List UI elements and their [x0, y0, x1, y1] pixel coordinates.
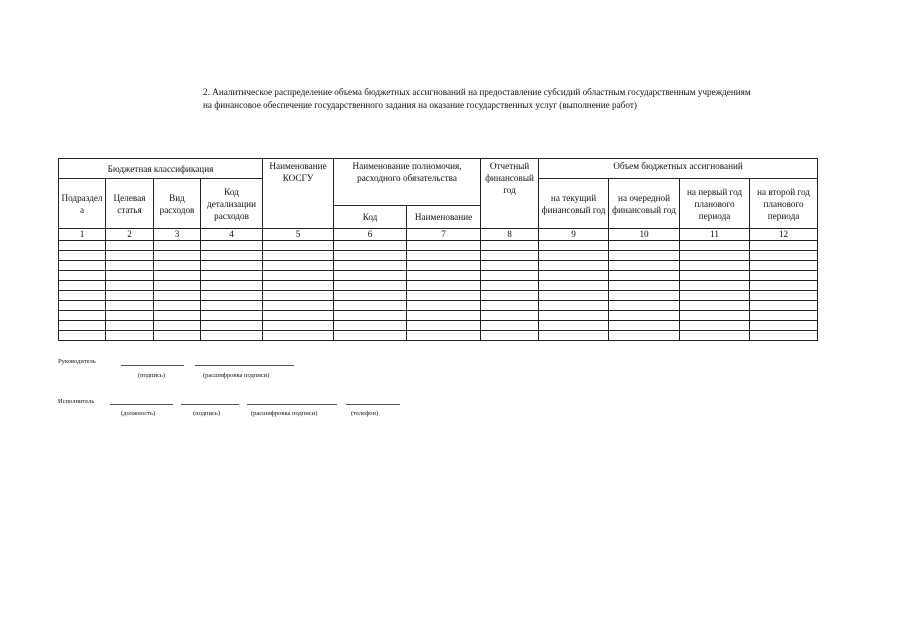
table-cell: [334, 251, 407, 261]
table-cell: [263, 281, 334, 291]
table-cell: [263, 331, 334, 341]
table-row: [59, 281, 818, 291]
table-row: [59, 311, 818, 321]
column-number: 7: [407, 229, 481, 241]
column-number: 2: [106, 229, 154, 241]
table-cell: [201, 271, 263, 281]
table-cell: [59, 241, 106, 251]
section-heading: [203, 86, 843, 112]
header-expense-type: Вид расходов: [154, 179, 201, 229]
table-cell: [481, 291, 539, 301]
head-sign-caption: (подпись): [138, 372, 165, 379]
table-cell: [59, 331, 106, 341]
table-cell: [106, 271, 154, 281]
table-cell: [201, 281, 263, 291]
table-row: [59, 321, 818, 331]
table-cell: [609, 311, 680, 321]
table-cell: [481, 311, 539, 321]
table-cell: [154, 241, 201, 251]
table-cell: [539, 281, 609, 291]
column-number: 6: [334, 229, 407, 241]
table-cell: [750, 281, 818, 291]
table-cell: [609, 241, 680, 251]
table-cell: [750, 251, 818, 261]
head-label: Руководитель: [58, 358, 96, 365]
table-cell: [263, 251, 334, 261]
table-cell: [481, 261, 539, 271]
table-cell: [407, 321, 481, 331]
table-cell: [59, 251, 106, 261]
table-row: [59, 251, 818, 261]
table-cell: [263, 261, 334, 271]
table-cell: [407, 311, 481, 321]
table-cell: [334, 281, 407, 291]
column-number: 11: [680, 229, 750, 241]
head-decode-caption: (расшифровка подписи): [203, 372, 270, 379]
table-cell: [609, 331, 680, 341]
table-cell: [539, 301, 609, 311]
table-cell: [680, 281, 750, 291]
header-name: Наименование: [407, 206, 481, 229]
table-cell: [334, 331, 407, 341]
table-cell: [154, 301, 201, 311]
table-cell: [334, 261, 407, 271]
table-cell: [59, 291, 106, 301]
table-cell: [539, 271, 609, 281]
header-current-year: на текущий финансовый год: [539, 179, 609, 229]
column-number-row: [59, 229, 818, 241]
table-cell: [609, 271, 680, 281]
table-cell: [407, 291, 481, 301]
header-report-year: Отчетный финансовый год: [481, 159, 539, 229]
table-cell: [154, 331, 201, 341]
table-cell: [680, 311, 750, 321]
table-cell: [263, 271, 334, 281]
table-cell: [481, 321, 539, 331]
table-row: [59, 241, 818, 251]
column-number: 5: [263, 229, 334, 241]
header-subsection: Подраздел а: [59, 179, 106, 229]
table-cell: [680, 331, 750, 341]
table-cell: [750, 321, 818, 331]
table-cell: [59, 271, 106, 281]
header-first-plan-year: на первый год планового периода: [680, 179, 750, 229]
table-cell: [609, 291, 680, 301]
table-cell: [106, 311, 154, 321]
table-cell: [407, 261, 481, 271]
header-authority: Наименование полномочия, расходного обязательства: [334, 159, 481, 206]
table-cell: [539, 251, 609, 261]
table-cell: [750, 311, 818, 321]
column-number: 9: [539, 229, 609, 241]
table-cell: [154, 281, 201, 291]
table-cell: [680, 291, 750, 301]
table-cell: [154, 291, 201, 301]
header-target-item: Целевая статья: [106, 179, 154, 229]
executor-label: Исполнитель: [58, 398, 95, 405]
table-cell: [407, 281, 481, 291]
table-cell: [750, 301, 818, 311]
column-number: 10: [609, 229, 680, 241]
table-cell: [407, 271, 481, 281]
table-cell: [59, 301, 106, 311]
table-cell: [481, 281, 539, 291]
executor-sign-caption: (подпись): [193, 410, 220, 417]
table-cell: [154, 251, 201, 261]
table-cell: [334, 271, 407, 281]
table-cell: [609, 261, 680, 271]
executor-position-caption: (должность): [121, 410, 156, 417]
table-cell: [154, 321, 201, 331]
table-cell: [59, 281, 106, 291]
table-cell: [154, 271, 201, 281]
table-cell: [680, 321, 750, 331]
table-cell: [201, 261, 263, 271]
column-number: 8: [481, 229, 539, 241]
column-number: 12: [750, 229, 818, 241]
table-cell: [263, 301, 334, 311]
table-cell: [106, 261, 154, 271]
table-cell: [201, 321, 263, 331]
table-cell: [59, 321, 106, 331]
header-second-plan-year: на второй год планового периода: [750, 179, 818, 229]
table-cell: [334, 311, 407, 321]
heading-line-2: на финансовое обеспечение государственного задания на оказание государственных услуг (выполнение работ): [203, 100, 637, 110]
table-cell: [539, 241, 609, 251]
column-number: 3: [154, 229, 201, 241]
table-cell: [106, 281, 154, 291]
header-code: Код: [334, 206, 407, 229]
table-cell: [106, 241, 154, 251]
table-cell: [106, 321, 154, 331]
table-row: [59, 301, 818, 311]
head-signature-line: [121, 365, 184, 366]
table-cell: [481, 241, 539, 251]
table-cell: [609, 251, 680, 261]
executor-decode-caption: (расшифровка подписи): [251, 410, 318, 417]
table-cell: [539, 261, 609, 271]
table-row: [59, 261, 818, 271]
table-cell: [481, 331, 539, 341]
table-cell: [263, 291, 334, 301]
table-cell: [750, 271, 818, 281]
table-cell: [106, 331, 154, 341]
table-cell: [201, 291, 263, 301]
table-cell: [750, 241, 818, 251]
table-cell: [154, 261, 201, 271]
table-cell: [407, 241, 481, 251]
header-budget-classification: Бюджетная классификация: [59, 159, 263, 179]
table-cell: [539, 291, 609, 301]
header-allocation-volume: Объем бюджетных ассигнований: [539, 159, 818, 179]
table-cell: [539, 311, 609, 321]
table-cell: [407, 251, 481, 261]
executor-position-line: [110, 404, 173, 405]
table-row: [59, 271, 818, 281]
table-cell: [263, 311, 334, 321]
table-cell: [680, 271, 750, 281]
table-cell: [407, 301, 481, 311]
table-cell: [750, 331, 818, 341]
table-cell: [334, 241, 407, 251]
table-cell: [263, 241, 334, 251]
executor-phone-caption: (телефон): [351, 410, 379, 417]
table-cell: [750, 261, 818, 271]
budget-allocation-table: [58, 158, 818, 341]
table-cell: [106, 251, 154, 261]
column-number: 4: [201, 229, 263, 241]
table-cell: [609, 281, 680, 291]
table-cell: [201, 241, 263, 251]
table-cell: [201, 301, 263, 311]
table-cell: [680, 241, 750, 251]
table-cell: [154, 311, 201, 321]
executor-decode-line: [247, 404, 337, 405]
table-row: [59, 331, 818, 341]
table-cell: [680, 261, 750, 271]
table-cell: [539, 331, 609, 341]
header-next-year: на очередной финансовый год: [609, 179, 680, 229]
executor-signature-line: [181, 404, 239, 405]
table-cell: [481, 301, 539, 311]
table-cell: [750, 291, 818, 301]
table-cell: [481, 251, 539, 261]
heading-line-1: 2. Аналитическое распределение объема бюджетных ассигнований на предоставление субсидий областным государственным учреждениям: [203, 87, 751, 97]
table-cell: [106, 291, 154, 301]
table-cell: [59, 261, 106, 271]
table-cell: [334, 301, 407, 311]
table-cell: [680, 251, 750, 261]
table-cell: [407, 331, 481, 341]
table-cell: [334, 321, 407, 331]
header-kosgu: Наименование КОСГУ: [263, 159, 334, 229]
head-decode-line: [195, 365, 294, 366]
table-cell: [609, 321, 680, 331]
table-row: [59, 291, 818, 301]
executor-phone-line: [346, 404, 400, 405]
table-cell: [334, 291, 407, 301]
table-cell: [201, 251, 263, 261]
table-cell: [106, 301, 154, 311]
table-cell: [609, 301, 680, 311]
table-cell: [481, 271, 539, 281]
table-cell: [201, 331, 263, 341]
table-cell: [680, 301, 750, 311]
table-cell: [59, 311, 106, 321]
header-detail-code: Код детализации расходов: [201, 179, 263, 229]
table-cell: [263, 321, 334, 331]
table-cell: [539, 321, 609, 331]
table-cell: [201, 311, 263, 321]
column-number: 1: [59, 229, 106, 241]
